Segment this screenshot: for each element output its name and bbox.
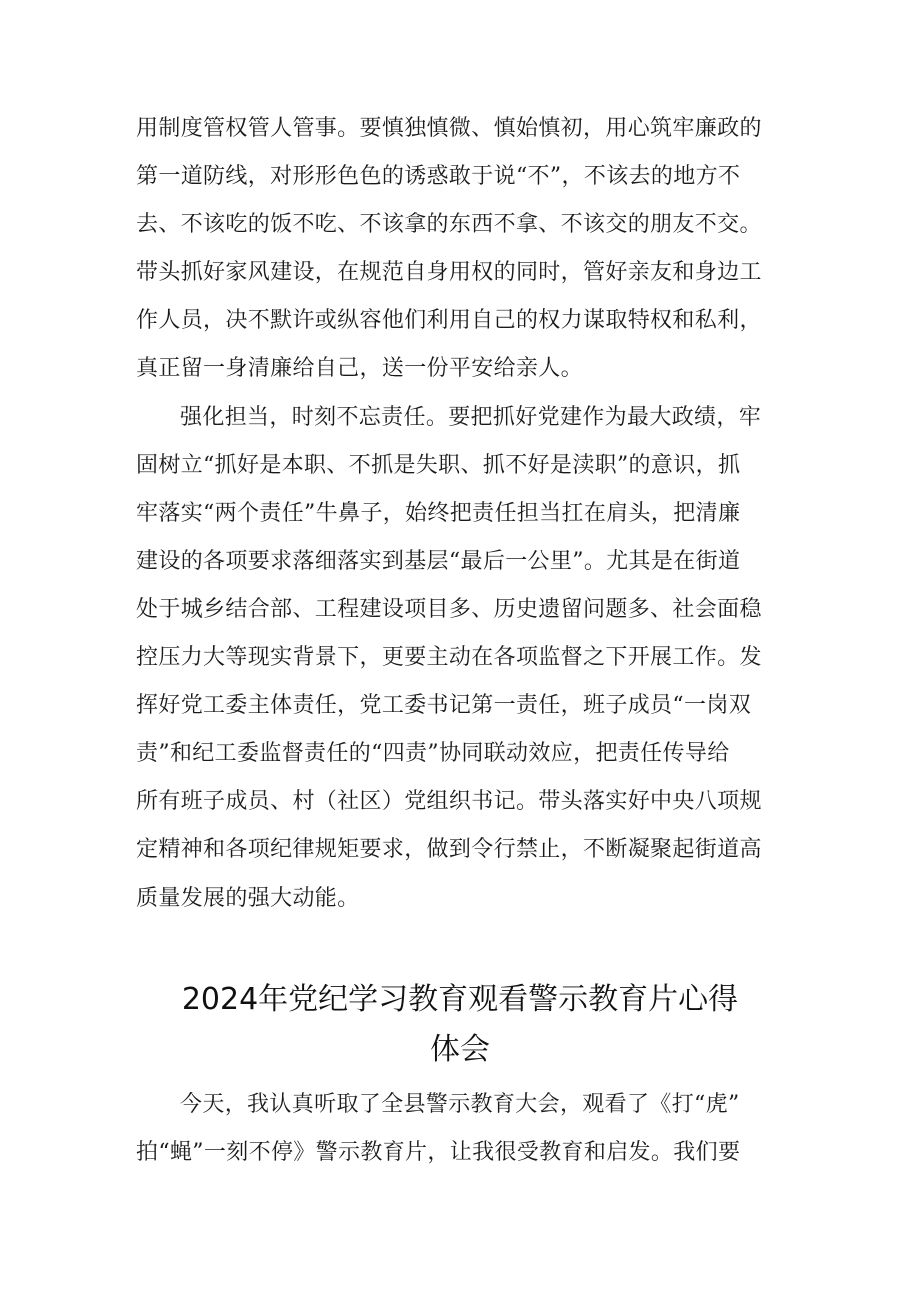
text-line: 真正留一身清廉给自己，送一份平安给亲人。 <box>136 356 584 381</box>
text-line: 第一道防线，对形形色色的诱惑敢于说“不”，不该去的地方不 <box>136 164 741 189</box>
text-line: 固树立“抓好是本职、不抓是失职、抓不好是渎职”的意识，抓 <box>136 453 741 478</box>
text-line: 建设的各项要求落细落实到基层“最后一公里”。尤其是在街道 <box>136 549 741 574</box>
text-line: 定精神和各项纪律规矩要求，做到令行禁止，不断凝聚起街道高 <box>136 837 762 862</box>
text-line: 质量发展的强大动能。 <box>136 886 360 911</box>
heading-line-1: 2024年党纪学习教育观看警示教育片心得 <box>181 982 739 1017</box>
text-line: 所有班子成员、村（社区）党组织书记。带头落实好中央八项规 <box>136 789 762 814</box>
text-line: 拍“蝇”一刻不停》警示教育片，让我很受教育和启发。我们要 <box>136 1140 741 1165</box>
text-line: 挥好党工委主体责任，党工委书记第一责任，班子成员“一岗双 <box>136 693 752 718</box>
text-line: 责”和纪工委监督责任的“四责”协同联动效应，把责任传导给 <box>136 741 730 766</box>
text-line: 带头抓好家风建设，在规范自身用权的同时，管好亲友和身边工 <box>136 260 762 285</box>
heading-line-2: 体会 <box>430 1032 490 1067</box>
text-line: 用制度管权管人管事。要慎独慎微、慎始慎初，用心筑牢廉政的 <box>136 116 762 141</box>
text-line: 去、不该吃的饭不吃、不该拿的东西不拿、不该交的朋友不交。 <box>136 212 762 237</box>
text-line: 牢落实“两个责任”牛鼻子，始终把责任担当扛在肩头，把清廉 <box>136 501 741 526</box>
text-line: 今天，我认真听取了全县警示教育大会，观看了《打“虎” <box>180 1092 740 1117</box>
text-line: 作人员，决不默许或纵容他们利用自己的权力谋取特权和私利， <box>136 308 762 333</box>
text-line: 处于城乡结合部、工程建设项目多、历史遗留问题多、社会面稳 <box>136 597 762 622</box>
text-line: 强化担当，时刻不忘责任。要把抓好党建作为最大政绩，牢 <box>180 405 762 430</box>
text-line: 控压力大等现实背景下，更要主动在各项监督之下开展工作。发 <box>136 645 762 670</box>
